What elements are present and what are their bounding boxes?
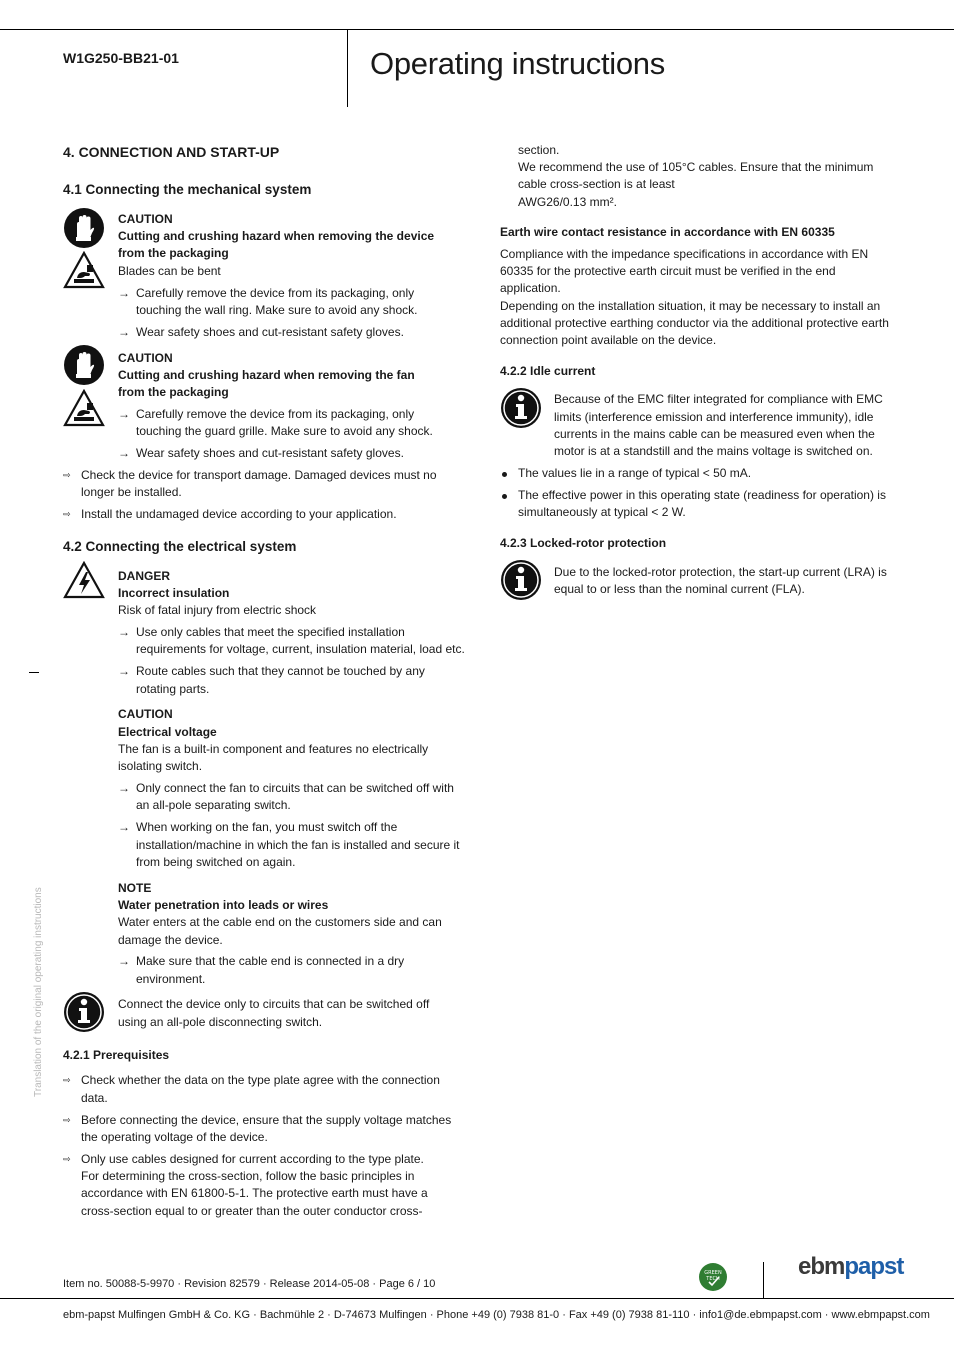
paragraph-line: application. [500,281,561,295]
arrow-icon: → [118,446,130,460]
list-item-cont: section. [518,143,560,157]
info-text: Because of the EMC filter integrated for compliance with EMC [554,392,883,406]
electric-shock-hazard-icon [63,561,105,599]
list-item-cont: AWG26/0.13 mm². [518,195,617,209]
arrow-icon: → [118,954,130,968]
bullet-dot-icon [502,472,507,477]
note-label: NOTE [118,881,152,895]
translation-note: Translation of the original operating instructions [33,887,44,1097]
arrow-icon: → [118,664,130,678]
list-item-cont: We recommend the use of 105°C cables. Ensure that the minimum [518,160,874,174]
paragraph-line: additional protective earthing conductor via the additional protective earth [500,316,889,330]
caution-description: The fan is a built-in component and features no electrically [118,742,429,756]
section-heading-4-1: 4.1 Connecting the mechanical system [63,182,312,197]
info-text: currents in the mains cable can be measured even when the [554,427,875,441]
footer-address: ebm-papst Mulfingen GmbH & Co. KG · Bachmühle 2 · D-74673 Mulfingen · Phone +49 (0) 7938 81-0 · Fax +49 (0) 7938 81-110 · info1@de.ebmpapst.com · www.ebmpapst.com [63,1309,930,1321]
paragraph-line: connection point available on the device. [500,333,717,347]
info-icon [63,991,105,1033]
note-description: damage the device. [118,933,223,947]
document-title: Operating instructions [370,46,665,81]
danger-title: Incorrect insulation [118,586,230,600]
bullet-dot-icon [502,494,507,499]
arrow-icon: → [118,820,130,834]
caution-description: Blades can be bent [118,264,221,278]
info-text: Connect the device only to circuits that can be switched off [118,997,430,1011]
safety-gloves-icon [63,344,105,386]
danger-label: DANGER [118,569,171,583]
arrow-icon: → [118,407,130,421]
svg-text:GREEN: GREEN [704,1270,722,1276]
svg-text:TECH: TECH [706,1276,720,1282]
caution-label: CAUTION [118,212,173,226]
list-item-cont: simultaneously at typical < 2 W. [518,505,686,519]
list-item-cont: data. [81,1091,108,1105]
section-heading-4-2-3: 4.2.3 Locked-rotor protection [500,536,667,550]
footer-rule [0,1298,954,1299]
instruction-step-cont: rotating parts. [136,682,210,696]
section-heading-4: 4. CONNECTION AND START-UP [63,144,280,160]
crushing-hazard-icon [63,389,105,427]
fold-mark [29,672,39,673]
bullet-arrow-icon: ⇨ [63,1115,71,1125]
instruction-step-cont: touching the guard grille. Make sure to avoid any shock. [136,424,433,438]
model-number: W1G250-BB21-01 [63,50,179,66]
info-icon [500,387,542,429]
info-text: motor is at a standstill and the mains voltage is switched on. [554,444,873,458]
list-item-cont: accordance with EN 61800-5-1. The protective earth must have a [81,1186,428,1200]
bullet-arrow-icon: ⇨ [63,509,71,519]
instruction-step-cont: environment. [136,972,206,986]
bullet-arrow-icon: ⇨ [63,1154,71,1164]
caution-title: from the packaging [118,385,229,399]
ebmpapst-logo: ebmpapst [798,1253,904,1280]
instruction-step-cont: from being switched on again. [136,855,296,869]
list-item-cont: For determining the cross-section, follow the basic principles in [81,1169,415,1183]
header-top-rule [0,29,954,30]
arrow-icon: → [118,625,130,639]
caution-title: Electrical voltage [118,725,217,739]
section-heading-4-2-1: 4.2.1 Prerequisites [63,1048,170,1062]
paragraph-line: 60335 for the protective earth circuit must be verified in the end [500,264,836,278]
list-item-cont: the operating voltage of the device. [81,1130,268,1144]
arrow-icon: → [118,286,130,300]
caution-title: from the packaging [118,246,229,260]
instruction-step-cont: installation/machine in which the fan is installed and secure it [136,838,460,852]
earth-wire-heading: Earth wire contact resistance in accordance with EN 60335 [500,225,835,239]
arrow-icon: → [118,325,130,339]
section-heading-4-2-2: 4.2.2 Idle current [500,364,596,378]
footer-item-info: Item no. 50088-5-9970 · Revision 82579 · Release 2014-05-08 · Page 6 / 10 [63,1278,436,1290]
info-icon [500,559,542,601]
note-title: Water penetration into leads or wires [118,898,329,912]
caution-title: Cutting and crushing hazard when removing the fan [118,368,415,382]
info-text: equal to or less than the nominal current (FLA). [554,582,805,596]
header-divider [347,29,348,107]
instruction-step-cont: touching the wall ring. Make sure to avoid any shock. [136,303,418,317]
arrow-icon: → [118,781,130,795]
list-item-cont: longer be installed. [81,485,182,499]
paragraph-line: Depending on the installation situation, it may be necessary to install an [500,299,881,313]
caution-title: Cutting and crushing hazard when removing the device [118,229,435,243]
list-item-cont: cross-section equal to or greater than the outer conductor cross- [81,1204,423,1218]
footer-divider [763,1262,764,1298]
info-text: limits (interference emission and interference immunity), idle [554,410,874,424]
bullet-arrow-icon: ⇨ [63,470,71,480]
instruction-step-cont: an all-pole separating switch. [136,798,291,812]
info-text: using an all-pole disconnecting switch. [118,1015,323,1029]
section-heading-4-2: 4.2 Connecting the electrical system [63,539,297,554]
paragraph-line: Compliance with the impedance specifications in accordance with EN [500,247,869,261]
crushing-hazard-icon [63,251,105,289]
danger-description: Risk of fatal injury from electric shock [118,603,317,617]
safety-gloves-icon [63,207,105,249]
caution-label: CAUTION [118,707,173,721]
bullet-arrow-icon: ⇨ [63,1075,71,1085]
instruction-step-cont: requirements for voltage, current, insulation material, load etc. [136,642,465,656]
list-item-cont: cable cross-section is at least [518,177,675,191]
info-text: Due to the locked-rotor protection, the start-up current (LRA) is [554,565,887,579]
greentech-badge-icon [698,1262,728,1292]
caution-label: CAUTION [118,351,173,365]
note-description: Water enters at the cable end on the customers side and can [118,915,442,929]
caution-description: isolating switch. [118,759,203,773]
